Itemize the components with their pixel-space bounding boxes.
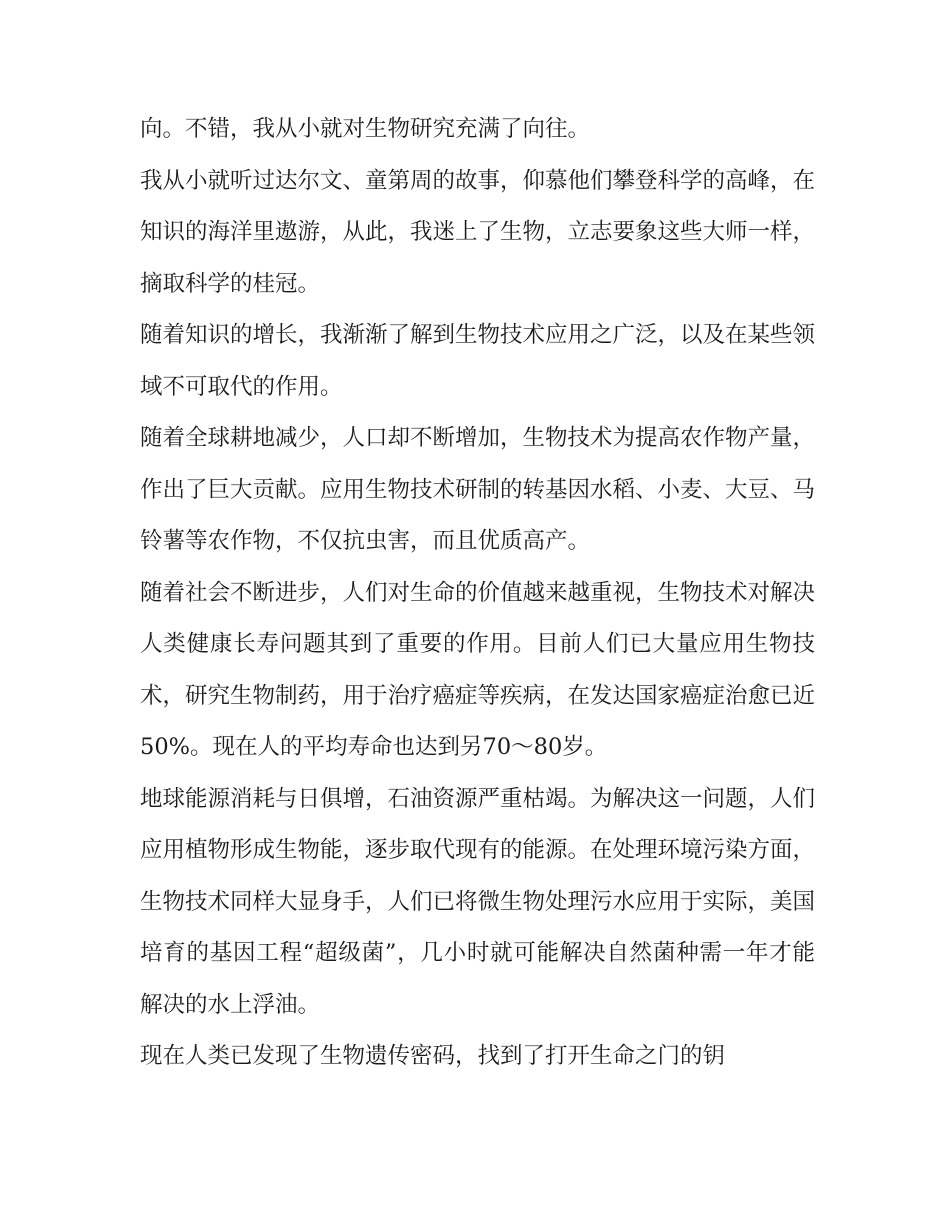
paragraph-7: 现在人类已发现了生物遗传密码，找到了打开生命之门的钥 [140,1043,726,1069]
paragraph-3: 随着知识的增长，我渐渐了解到生物技术应用之广泛，以及在某些领域不可取代的作用。 [140,322,816,400]
document-body [140,104,815,1083]
paragraph-5: 随着社会不断进步，人们对生命的价值越来越重视，生物技术对解决人类健康长寿问题其到了重要的作用。目前人们已大量应用生物技术，研究生物制药，用于治疗癌症等疾病，在发达国家癌症治愈已近50%。现在人的平均寿命也达到另70～80岁。 [140,579,816,760]
paragraph-4: 随着全球耕地减少，人口却不断增加，生物技术为提高农作物产量，作出了巨大贡献。应用生物技术研制的转基因水稻、小麦、大豆、马铃薯等农作物，不仅抗虫害，而且优质高产。 [140,425,816,554]
paragraph-2: 我从小就听过达尔文、童第周的故事，仰慕他们攀登科学的高峰，在知识的海洋里遨游，从此，我迷上了生物，立志要象这些大师一样，摘取科学的桂冠。 [140,167,816,297]
paragraph-6: 地球能源消耗与日俱增，石油资源严重枯竭。为解决这一问题，人们应用植物形成生物能，逐步取代现有的能源。在处理环境污染方面，生物技术同样大显身手，人们已将微生物处理污水应用于实际，美国培育的基因工程“超级菌”，几小时就可能解决自然菌种需一年才能解决的水上浮油。 [140,785,816,1018]
paragraph-1: 向。不错，我从小就对生物研究充满了向往。 [140,116,591,142]
